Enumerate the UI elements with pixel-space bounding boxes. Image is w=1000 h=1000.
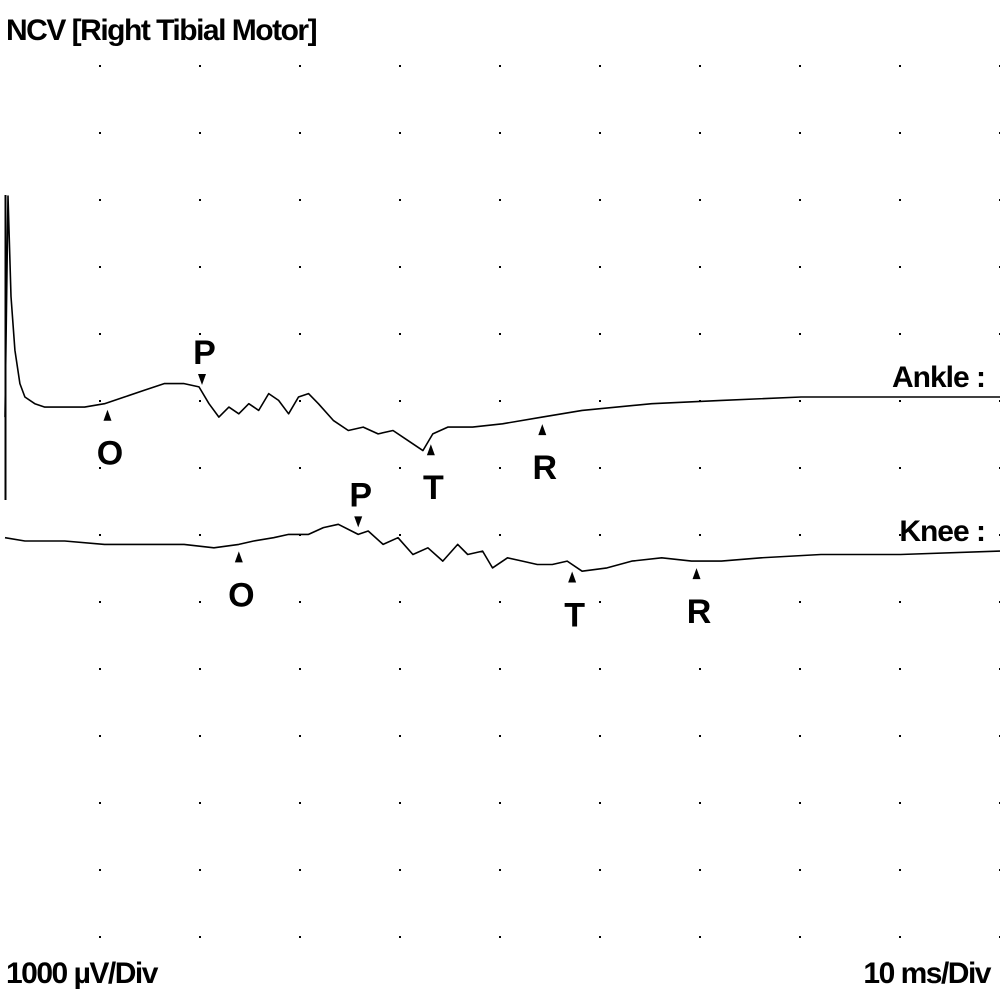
grid-dot [799,132,801,134]
ankle-marker-o-arrow [103,410,111,421]
grid-dot [599,467,601,469]
grid-dot [399,132,401,134]
grid-dot [399,936,401,938]
knee-marker-t-label: T [564,596,585,635]
grid-dot [199,936,201,938]
knee-marker-o-label: O [228,576,254,615]
grid-dot [799,534,801,536]
knee-marker-r-arrow [693,568,701,579]
grid-dot [599,65,601,67]
grid-dot [99,266,101,268]
grid-dot [499,869,501,871]
grid-dot [699,467,701,469]
grid-dot [799,869,801,871]
grid-dot [899,802,901,804]
grid-dot [499,467,501,469]
grid-dot [99,802,101,804]
grid-dot [499,266,501,268]
grid-dot [799,601,801,603]
grid-dot [199,869,201,871]
grid-dot [899,601,901,603]
grid-dot [899,735,901,737]
grid-dot [399,65,401,67]
grid-dot [799,668,801,670]
grid-dot [399,668,401,670]
grid-dot [399,869,401,871]
grid-dot [399,400,401,402]
grid-dot [499,199,501,201]
grid-dot [599,668,601,670]
grid-dot [499,132,501,134]
ankle-marker-t-label: T [422,469,443,508]
time-scale-label: 10 ms/Div [863,957,990,990]
grid-dot [399,467,401,469]
grid-dot [299,601,301,603]
grid-dot [799,266,801,268]
grid-dot [199,668,201,670]
grid-dot [499,333,501,335]
grid-dot [499,534,501,536]
grid-dot [699,266,701,268]
grid-dot [699,936,701,938]
grid-dot [499,668,501,670]
grid-dot [699,333,701,335]
grid-dot [499,936,501,938]
grid-dot [299,936,301,938]
grid-dot [199,132,201,134]
ankle-marker-p-arrow [198,374,206,385]
grid-dot [899,132,901,134]
grid-dot [699,869,701,871]
grid-dot [399,802,401,804]
grid-dot [199,802,201,804]
grid-dot [799,802,801,804]
grid-dot [899,199,901,201]
grid-dot [899,65,901,67]
grid-dot [299,400,301,402]
knee-trace [5,524,1000,571]
grid-dot [99,400,101,402]
grid-dot [799,467,801,469]
amplitude-scale-label: 1000 µV/Div [6,957,157,990]
grid-dot [99,333,101,335]
grid-dot [399,266,401,268]
grid-dot [199,467,201,469]
grid-dot [199,266,201,268]
grid-dot [299,132,301,134]
grid-dot [599,735,601,737]
ankle-marker-o-label: O [96,434,123,473]
grid-dot [299,802,301,804]
grid-dot [799,199,801,201]
ankle-marker-r-label: R [532,449,557,488]
grid-dot [199,199,201,201]
grid-dot [299,467,301,469]
chart-title: NCV [Right Tibial Motor] [6,14,317,47]
grid-dot [99,936,101,938]
grid-dot [199,735,201,737]
grid-dot [499,601,501,603]
grid-dot [299,65,301,67]
grid-dot [899,400,901,402]
ankle-trace [5,196,1000,451]
grid-dot [899,668,901,670]
grid-dot [799,400,801,402]
grid-dot [799,65,801,67]
grid-dot [599,266,601,268]
knee-marker-t-arrow [568,572,576,583]
grid-dot [99,199,101,201]
grid-dot [899,333,901,335]
grid-dot [599,534,601,536]
grid-dot [99,132,101,134]
grid-dot [499,735,501,737]
grid-dot [499,802,501,804]
grid-dot [299,199,301,201]
grid-dot [599,199,601,201]
knee-trace-label: Knee : [899,515,985,549]
grid-dot [299,668,301,670]
grid-dot [599,936,601,938]
grid-dot [799,936,801,938]
grid-dot [699,65,701,67]
grid-dot [699,534,701,536]
grid-dot [399,735,401,737]
grid-dot [299,869,301,871]
grid-dot [599,601,601,603]
grid-dot [199,534,201,536]
grid-dot [299,735,301,737]
grid-dot [599,132,601,134]
grid-dot [899,266,901,268]
grid-dot [899,467,901,469]
grid-dot [499,400,501,402]
grid-dot [399,333,401,335]
grid-dot [899,936,901,938]
grid-dot [99,65,101,67]
grid-dot [299,266,301,268]
grid-dot [799,735,801,737]
grid-dot [299,333,301,335]
grid-dot [399,601,401,603]
grid-dots [96,65,1000,938]
grid-dot [699,802,701,804]
traces-layer [5,196,1000,635]
grid-dot [99,735,101,737]
knee-marker-p-arrow [354,516,362,527]
grid-dot [799,333,801,335]
grid-dot [399,534,401,536]
grid-dot [199,400,201,402]
ankle-marker-r-arrow [538,424,546,435]
grid-dot [199,601,201,603]
grid-dot [599,869,601,871]
knee-marker-r-label: R [686,593,711,632]
ankle-trace-label: Ankle : [891,361,985,394]
grid-dot [99,601,101,603]
grid-dot [99,869,101,871]
grid-dot [599,333,601,335]
grid-dot [199,65,201,67]
grid-dot [699,132,701,134]
grid-dot [599,802,601,804]
grid-dot [499,65,501,67]
grid-dot [699,735,701,737]
knee-marker-o-arrow [235,551,243,562]
knee-marker-p-label: P [349,476,372,515]
grid-dot [699,199,701,201]
ankle-marker-p-label: P [193,333,215,372]
grid-dot [599,400,601,402]
grid-dot [699,668,701,670]
ankle-marker-t-arrow [427,444,435,455]
grid-dot [99,534,101,536]
grid-dot [899,869,901,871]
grid-dot [399,199,401,201]
grid-dot [99,668,101,670]
